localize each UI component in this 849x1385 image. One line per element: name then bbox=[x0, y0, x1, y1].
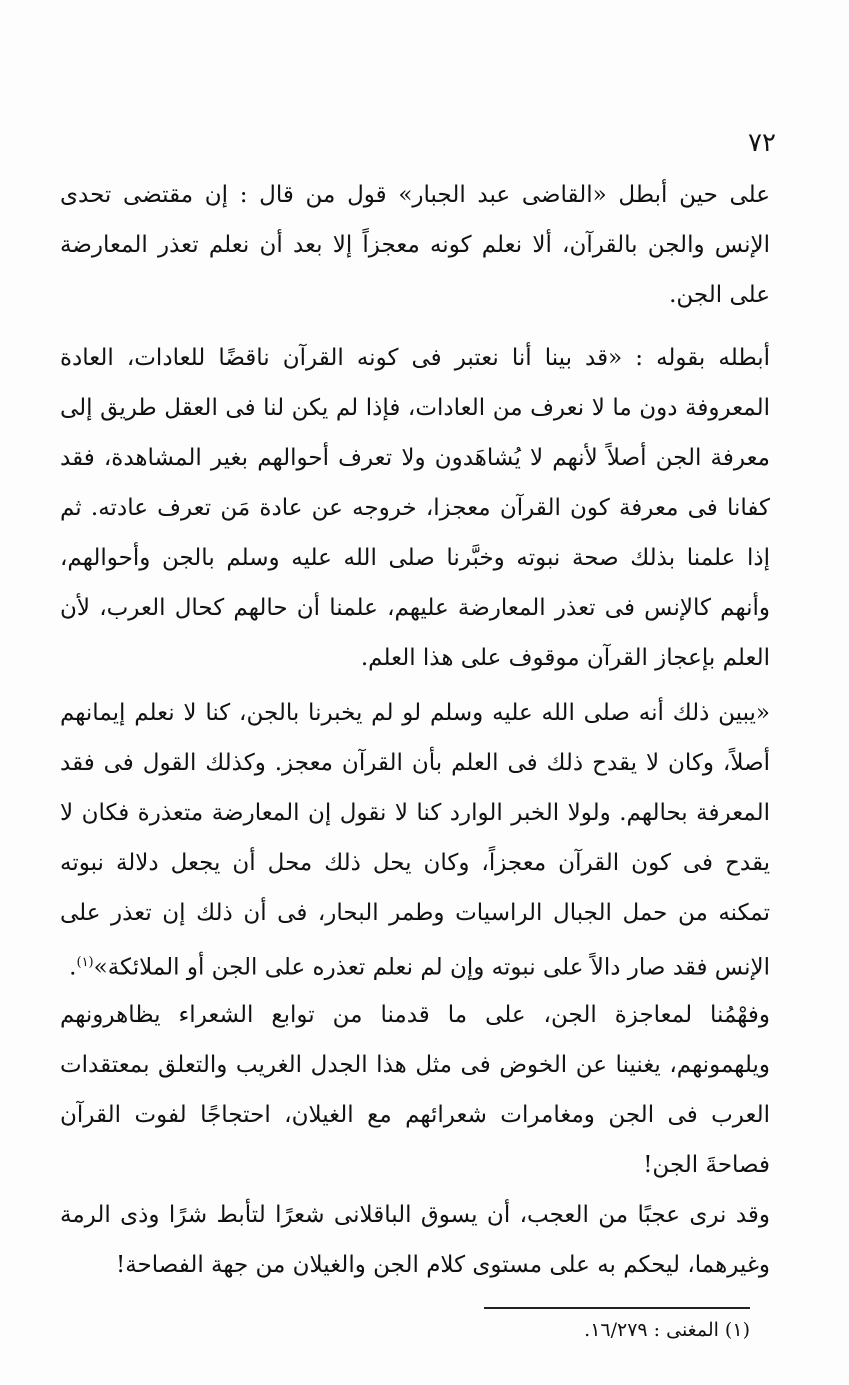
paragraph-1 bbox=[60, 170, 770, 320]
footnote: (١) المغنى : ١٦/٢٧٩. bbox=[584, 1319, 750, 1341]
paragraph-text: أبطله بقوله : «قد بينا أنا نعتبر فى كونه القرآن ناقضًا للعادات، العادة المعروفة دون ما لا نعرف من العادات، فإذا لم يكن لنا فى العقل طريق إلى معرفة الجن أصلاً لأنهم لا يُشاهَدون ولا تعرف أحوالهم بغير المشاهدة، فقد كفانا فى معرفة كون القرآن معجزا، خروجه عن عادة مَن تعرف عادته. ثم إذا علمنا بذلك صحة نبوته وخبَّرنا صلى الله عليه وسلم بالجن وأحوالهم، وأنهم كالإنس فى تعذر المعارضة عليهم، علمنا أن حالهم كحال العرب، لأن العلم بإعجاز القرآن موقوف على هذا العلم. bbox=[60, 345, 770, 671]
paragraph-text: وفهْمُنا لمعاجزة الجن، على ما قدمنا من توابع الشعراء يظاهرونهم ويلهمونهم، يغنينا عن الخوض فى مثل هذا الجدل الغريب والتعلق بمعتقدات العرب فى الجن ومغامرات شعرائهم مع الغيلان، احتجاجًا لفوت القرآن فصاحةَ الجن! bbox=[60, 1002, 770, 1178]
footnote-marker: (١) bbox=[76, 955, 94, 970]
paragraph-text: «يبين ذلك أنه صلى الله عليه وسلم لو لم يخبرنا بالجن، كنا لا نعلم إيمانهم أصلاً، وكان لا يقدح ذلك فى العلم بأن القرآن معجز. وكذلك القول فى فقد المعرفة بحالهم. ولولا الخبر الوارد كنا لا نقول إن المعارضة متعذرة فكان لا يقدح فى كون القرآن معجزاً، وكان يحل ذلك محل أن يجعل دلالة نبوته تمكنه من حمل الجبال الراسيات وطمر البحار، فى أن ذلك إن تعذر على الإنس فقد صار دالاً على نبوته وإن لم نعلم تعذره على الجن أو الملائكة»$^{(١)}$. bbox=[60, 700, 770, 981]
paragraph-5 bbox=[60, 1190, 770, 1290]
paragraph-2 bbox=[60, 333, 770, 683]
quoted-text: «يبين ذلك أنه صلى الله عليه وسلم لو لم يخبرنا بالجن، كنا لا نعلم إيمانهم أصلاً، وكان لا يقدح ذلك فى العلم بأن القرآن معجز. وكذلك القول فى فقد المعرفة بحالهم. ولولا الخبر الوارد كنا لا نقول إن المعارضة متعذرة فكان لا يقدح فى كون القرآن معجزاً، وكان يحل ذلك محل أن يجعل دلالة نبوته تمكنه من حمل الجبال الراسيات وطمر البحار، فى أن ذلك إن تعذر على الإنس فقد صار دالاً على نبوته وإن لم نعلم تعذره على الجن أو الملائكة» bbox=[60, 700, 770, 981]
paragraph-text: وقد نرى عجبًا من العجب، أن يسوق الباقلانى شعرًا لتأبط شرًا وذى الرمة وغيرهما، ليحكم به على مستوى كلام الجن والغيلان من جهة الفصاحة! bbox=[60, 1202, 770, 1278]
footnote-divider bbox=[484, 1307, 750, 1309]
page-number: ٧٢ bbox=[748, 128, 776, 158]
paragraph-text: على حين أبطل «القاضى عبد الجبار» قول من قال : إن مقتضى تحدى الإنس والجن بالقرآن، ألا نعلم كونه معجزاً إلا بعد أن نعلم تعذر المعارضة على الجن. bbox=[60, 182, 770, 308]
paragraph-3 bbox=[60, 688, 770, 993]
paragraph-4 bbox=[60, 990, 770, 1190]
